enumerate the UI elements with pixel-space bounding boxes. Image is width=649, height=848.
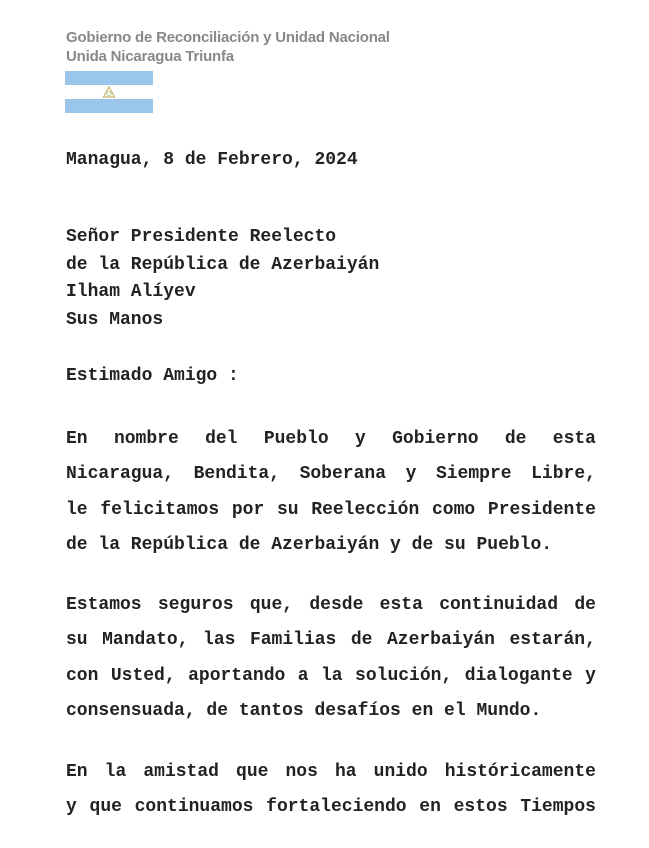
word: le bbox=[66, 499, 88, 520]
word: felicitamos bbox=[100, 499, 220, 520]
word: de bbox=[350, 630, 373, 651]
nicaragua-flag-icon bbox=[65, 71, 153, 113]
paragraph-line: consensuada, de tantos desafíos en el Mundo. bbox=[66, 700, 542, 721]
government-letterhead bbox=[66, 28, 390, 66]
word: Soberana bbox=[299, 464, 386, 485]
word: Siempre bbox=[435, 464, 512, 485]
word: Usted, bbox=[110, 665, 176, 686]
word: ha bbox=[334, 762, 357, 782]
word: por bbox=[231, 499, 265, 520]
word: que bbox=[89, 797, 122, 818]
paragraph bbox=[66, 427, 596, 568]
word: Libre, bbox=[531, 464, 596, 485]
paragraph-line bbox=[66, 795, 596, 830]
word: nombre bbox=[113, 429, 179, 449]
word: Azerbaiyán bbox=[386, 630, 495, 651]
word: Pueblo bbox=[263, 429, 329, 449]
recipient-line: Señor Presidente Reelecto bbox=[66, 227, 337, 247]
word: aportando bbox=[188, 665, 286, 686]
word: Gobierno bbox=[392, 429, 479, 449]
word: Bendita, bbox=[193, 464, 281, 485]
word: su bbox=[66, 630, 88, 651]
paragraph bbox=[66, 760, 596, 831]
word: las bbox=[203, 630, 236, 651]
word: amistad bbox=[143, 762, 219, 782]
word: Estamos bbox=[66, 595, 142, 615]
word: a bbox=[297, 665, 309, 686]
paragraph-line bbox=[66, 462, 596, 497]
word: En bbox=[66, 762, 88, 782]
flag-stripe-top bbox=[65, 71, 153, 85]
flag-stripe-bottom bbox=[65, 99, 153, 113]
word: solución, bbox=[355, 665, 453, 686]
word: la bbox=[104, 762, 127, 782]
word: Reelección bbox=[311, 499, 420, 520]
word: en bbox=[419, 797, 441, 818]
word: y bbox=[354, 429, 366, 449]
flag-emblem-icon bbox=[102, 85, 116, 99]
word: Nicaragua, bbox=[66, 464, 175, 485]
word: su bbox=[276, 499, 299, 520]
paragraph-line bbox=[66, 628, 596, 663]
letterhead-line-1: Gobierno de Reconciliación y Unidad Nacional bbox=[66, 29, 390, 46]
paragraph bbox=[66, 593, 596, 734]
word: que, bbox=[249, 595, 294, 615]
paragraph-line bbox=[66, 427, 596, 462]
word: de bbox=[574, 595, 596, 615]
word: desde bbox=[309, 595, 364, 615]
paragraph-line: de la República de Azerbaiyán y de su Pueblo. bbox=[66, 534, 553, 555]
word: con bbox=[66, 665, 99, 686]
word: estarán, bbox=[509, 630, 596, 651]
letterhead-line-2: Unida Nicaragua Triunfa bbox=[66, 48, 234, 65]
recipient-line: de la República de Azerbaiyán bbox=[66, 254, 380, 275]
word: seguros bbox=[157, 595, 234, 615]
word: unido bbox=[373, 762, 428, 782]
salutation: Estimado Amigo : bbox=[66, 366, 239, 386]
paragraph-line bbox=[66, 760, 596, 795]
paragraph-line bbox=[66, 498, 596, 533]
word: esta bbox=[379, 595, 423, 615]
word: esta bbox=[552, 429, 596, 449]
recipient-line: Ilham Alíyev bbox=[66, 282, 196, 303]
paragraph-line bbox=[66, 664, 596, 699]
word: del bbox=[205, 429, 238, 449]
word: históricamente bbox=[444, 762, 596, 782]
recipient-block bbox=[66, 224, 379, 335]
word: dialogante bbox=[464, 665, 573, 686]
word: y bbox=[405, 464, 417, 485]
word: continuidad bbox=[439, 595, 559, 615]
word: estos bbox=[453, 797, 508, 818]
word: de bbox=[504, 429, 527, 449]
word: y bbox=[585, 665, 596, 686]
word: Tiempos bbox=[520, 797, 596, 818]
word: como bbox=[432, 499, 476, 520]
word: Mandato, bbox=[102, 630, 189, 651]
word: continuamos bbox=[134, 797, 254, 818]
word: Familias bbox=[249, 630, 337, 651]
word: fortaleciendo bbox=[266, 797, 407, 818]
word: que bbox=[236, 762, 269, 782]
word: nos bbox=[285, 762, 318, 782]
word: la bbox=[321, 665, 343, 686]
letter-date: Managua, 8 de Febrero, 2024 bbox=[66, 150, 358, 170]
paragraph-line bbox=[66, 593, 596, 628]
recipient-line: Sus Manos bbox=[66, 310, 164, 331]
word: En bbox=[66, 429, 88, 449]
word: y bbox=[66, 797, 77, 818]
word: Presidente bbox=[487, 499, 596, 520]
